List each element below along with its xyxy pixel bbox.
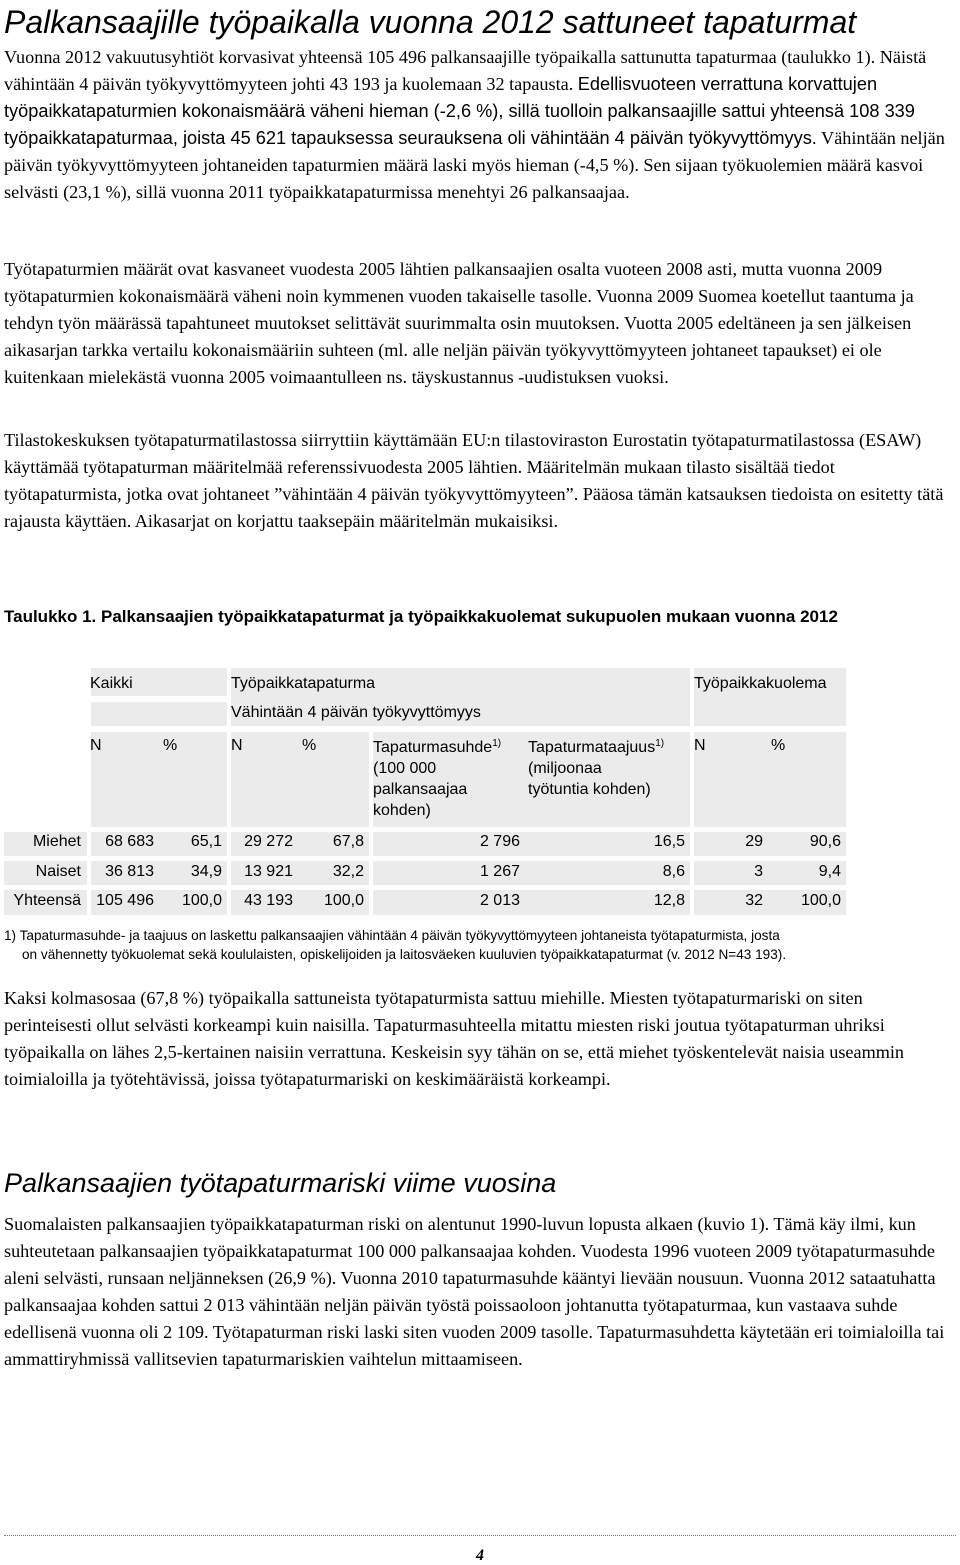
table-cell: 13 921: [244, 863, 293, 880]
header-n-tapaturma: N: [231, 737, 243, 754]
footnote-line-2: on vähennetty työkuolemat sekä koululaisten, opiskelijoiden ja laitosväeken kuuluvien työpaikkatapaturmat (v. 2012 N=43 193).: [22, 947, 787, 962]
header-tapaturmataajuus-line2: (miljoonaa: [528, 760, 602, 777]
page-title: Palkansaajille työpaikalla vuonna 2012 sattuneet tapaturmat: [4, 4, 857, 40]
table-cell: 16,5: [653, 833, 685, 850]
header-tapaturmasuhde-line4: kohden): [373, 802, 431, 819]
table-cell: 100,0: [181, 892, 222, 909]
header-pct-kuolema: %: [771, 737, 786, 754]
table-cell: 100,0: [323, 892, 364, 909]
table-cell: 1 267: [479, 863, 520, 880]
header-tyopaikkakuolema: Työpaikkakuolema: [694, 675, 827, 692]
header-kaikki: Kaikki: [90, 675, 133, 692]
header-n-kaikki: N: [90, 737, 102, 754]
table-footnote: [4, 926, 956, 964]
table-cell: 36 813: [105, 863, 154, 880]
table-cell: 90,6: [809, 833, 841, 850]
header-tapaturmasuhde-line3: palkansaajaa: [373, 781, 468, 798]
footnote-line-1: Tapaturmasuhde- ja taajuus on laskettu palkansaajien vähintään 4 päivän työkyvyttömyyteen johtaneista työtapaturmista, josta: [19, 928, 780, 943]
header-pct-tapaturma: %: [302, 737, 317, 754]
paragraph-risk: Suomalaisten palkansaajien työpaikkatapaturman riski on alentunut 1990-luvun lopusta alkaen (kuvio 1). Tämä käy ilmi, kun suhteutetaan palkansaajien työpaikkatapaturmat 100 000 palkansaajaa kohden. Vuodesta 1996 vuoteen 2009 työtapaturmasuhde aleni selvästi, runsaan neljänneksen (26,9 %). Vuonna 2010 tapaturmasuhde kääntyi lievään nousuun. Vuonna 2012 sataatuhatta palkansaajaa kohden sattui 2 013 vähintään neljän päivän työstä poissaoloon johtanutta työtapaturmaa, kun vastaava suhde edellisenä vuonna oli 2 109. Työtapaturman riski laski siten vuoden 2009 tasolle. Tapaturmasuhdetta käytetään eri toimialoilla tai ammattiryhmissä vallitsevien tapaturmariskien vaihtelun mittaamiseen.: [4, 1214, 945, 1369]
paragraph-gender: Kaksi kolmasosaa (67,8 %) työpaikalla sattuneista työtapaturmista sattuu miehille. Miesten työtapaturmariski on siten perinteisesti ollut selvästi korkeampi kuin naisilla. Tapaturmasuhteella mitattu miesten riski joutua työtapaturman uhriksi työpaikalla on lähes 2,5-kertainen naisiin verrattuna. Keskeisin syy tähän on se, että miehet työskentelevät naisia useammin toimialoilla ja työtehtävissä, joissa työtapaturmariski on keskimääräistä korkeampi.: [4, 988, 905, 1089]
header-tyopaikkatapaturma: Työpaikkatapaturma: [231, 675, 376, 692]
table-cell: 29 272: [244, 833, 293, 850]
row-label: Miehet: [32, 833, 81, 850]
table-cell: 9,4: [818, 863, 841, 880]
footnote-marker: 1): [4, 928, 17, 943]
header-vahintaan-4-paivan: Vähintään 4 päivän työkyvyttömyys: [231, 704, 481, 721]
table-cell: 43 193: [244, 892, 293, 909]
header-tapaturmasuhde: [373, 737, 501, 821]
intro-sentence: Vuonna 2012 vakuutusyhtiöt korvasivat yhteensä 105 496 palkansaajille työpaikalla sattunutta tapaturmaa (taulukko 1). Näistä vähintään 4 päivän työkyvyttömyyteen johti 43 193 ja kuolemaan 32 tapausta.: [4, 47, 927, 94]
row-label: Yhteensä: [13, 892, 81, 909]
footer-rule: [4, 1535, 956, 1536]
header-tapaturmataajuus-note: 1): [655, 738, 665, 749]
header-n-kuolema: N: [694, 737, 706, 754]
header-tapaturmataajuus-line1: Tapaturmataajuus: [528, 739, 656, 756]
table-cell: 32: [745, 892, 763, 909]
intro-comparison-text: Edellisvuoteen verrattuna korvattujen työpaikkatapaturmien kokonaismäärä väheni hieman (-2,6 %), sillä tuolloin palkansaajille sattui yhteensä 108 339 työpaikkatapaturmaa, joista 45 621 tapauksessa seurauksena oli vähintään 4 päivän työkyvyttömyys.: [4, 74, 915, 148]
table-cell: 3: [754, 863, 763, 880]
intro-rest-text: Vähintään neljän päivän työkyvyttömyyteen johtaneiden tapaturmien määrä laski myös hieman (-4,5 %). Sen sijaan työkuolemien määrä kasvoi selvästi (23,1 %), sillä vuonna 2011 työpaikkatapaturmissa menehtyi 26 palkansaajaa.: [4, 128, 945, 202]
table-cell: 67,8: [332, 833, 364, 850]
header-tapaturmasuhde-line1: Tapaturmasuhde: [373, 739, 493, 756]
header-tapaturmataajuus-line3: työtuntia kohden): [528, 781, 651, 798]
section-heading: Palkansaajien työtapaturmariski viime vuosina: [4, 1168, 557, 1198]
paragraph-definition: Tilastokeskuksen työtapaturmatilastossa siirryttiin käyttämään EU:n tilastoviraston Eurostatin työtapaturmatilastossa (ESAW) käyttämää työtapaturman määritelmää referenssivuodesta 2005 lähtien. Määritelmän mukaan tilasto sisältää tiedot työtapaturmista, jotka ovat johtaneet ”vähintään 4 päivän työkyvyttömyyteen”. Pääosa tämän katsauksen tiedoista on esitetty tätä rajausta käyttäen. Aikasarjat on korjattu taaksepäin määritelmän mukaisiksi.: [4, 430, 944, 531]
table-cell: 105 496: [96, 892, 154, 909]
paragraph-trend: Työtapaturmien määrät ovat kasvaneet vuodesta 2005 lähtien palkansaajien osalta vuoteen 2008 asti, mutta vuonna 2009 työtapaturmien kokonaismäärä väheni noin kymmenen vuoden takaiselle tasolle. Vuonna 2009 Suomea koetellut taantuma ja tehdyn työn määrässä tapahtuneet muutokset selittävät suurimmalta osin muutoksen. Vuotta 2005 edeltäneen ja sen jälkeisen aikasarjan tarkka vertailu kokonaismääriin suhteen (ml. alle neljän päivän työkyvyttömyyteen johtaneet tapaukset) ei ole kuitenkaan mielekästä vuonna 2005 voimaantulleen ns. täyskustannus -uudistuksen vuoksi.: [4, 259, 914, 387]
table-cell: 2 013: [479, 892, 520, 909]
table-cell: 100,0: [800, 892, 841, 909]
table-cell: 29: [745, 833, 763, 850]
header-tapaturmasuhde-note: 1): [492, 738, 502, 749]
table-cell: 12,8: [653, 892, 685, 909]
row-label: Naiset: [35, 863, 81, 880]
header-tapaturmataajuus: [528, 737, 664, 800]
header-tapaturmasuhde-line2: (100 000: [373, 760, 437, 777]
table-caption: Taulukko 1. Palkansaajien työpaikkatapaturmat ja työpaikkakuolemat sukupuolen mukaan vuonna 2012: [4, 607, 838, 626]
table-cell: 65,1: [190, 833, 222, 850]
table-cell: 68 683: [105, 833, 154, 850]
table-cell: 2 796: [479, 833, 520, 850]
page-number: 4: [476, 1547, 484, 1564]
table-cell: 32,2: [332, 863, 364, 880]
header-pct-kaikki: %: [163, 737, 178, 754]
paragraph-intro: [4, 44, 954, 206]
table-cell: 8,6: [662, 863, 685, 880]
table-cell: 34,9: [190, 863, 222, 880]
